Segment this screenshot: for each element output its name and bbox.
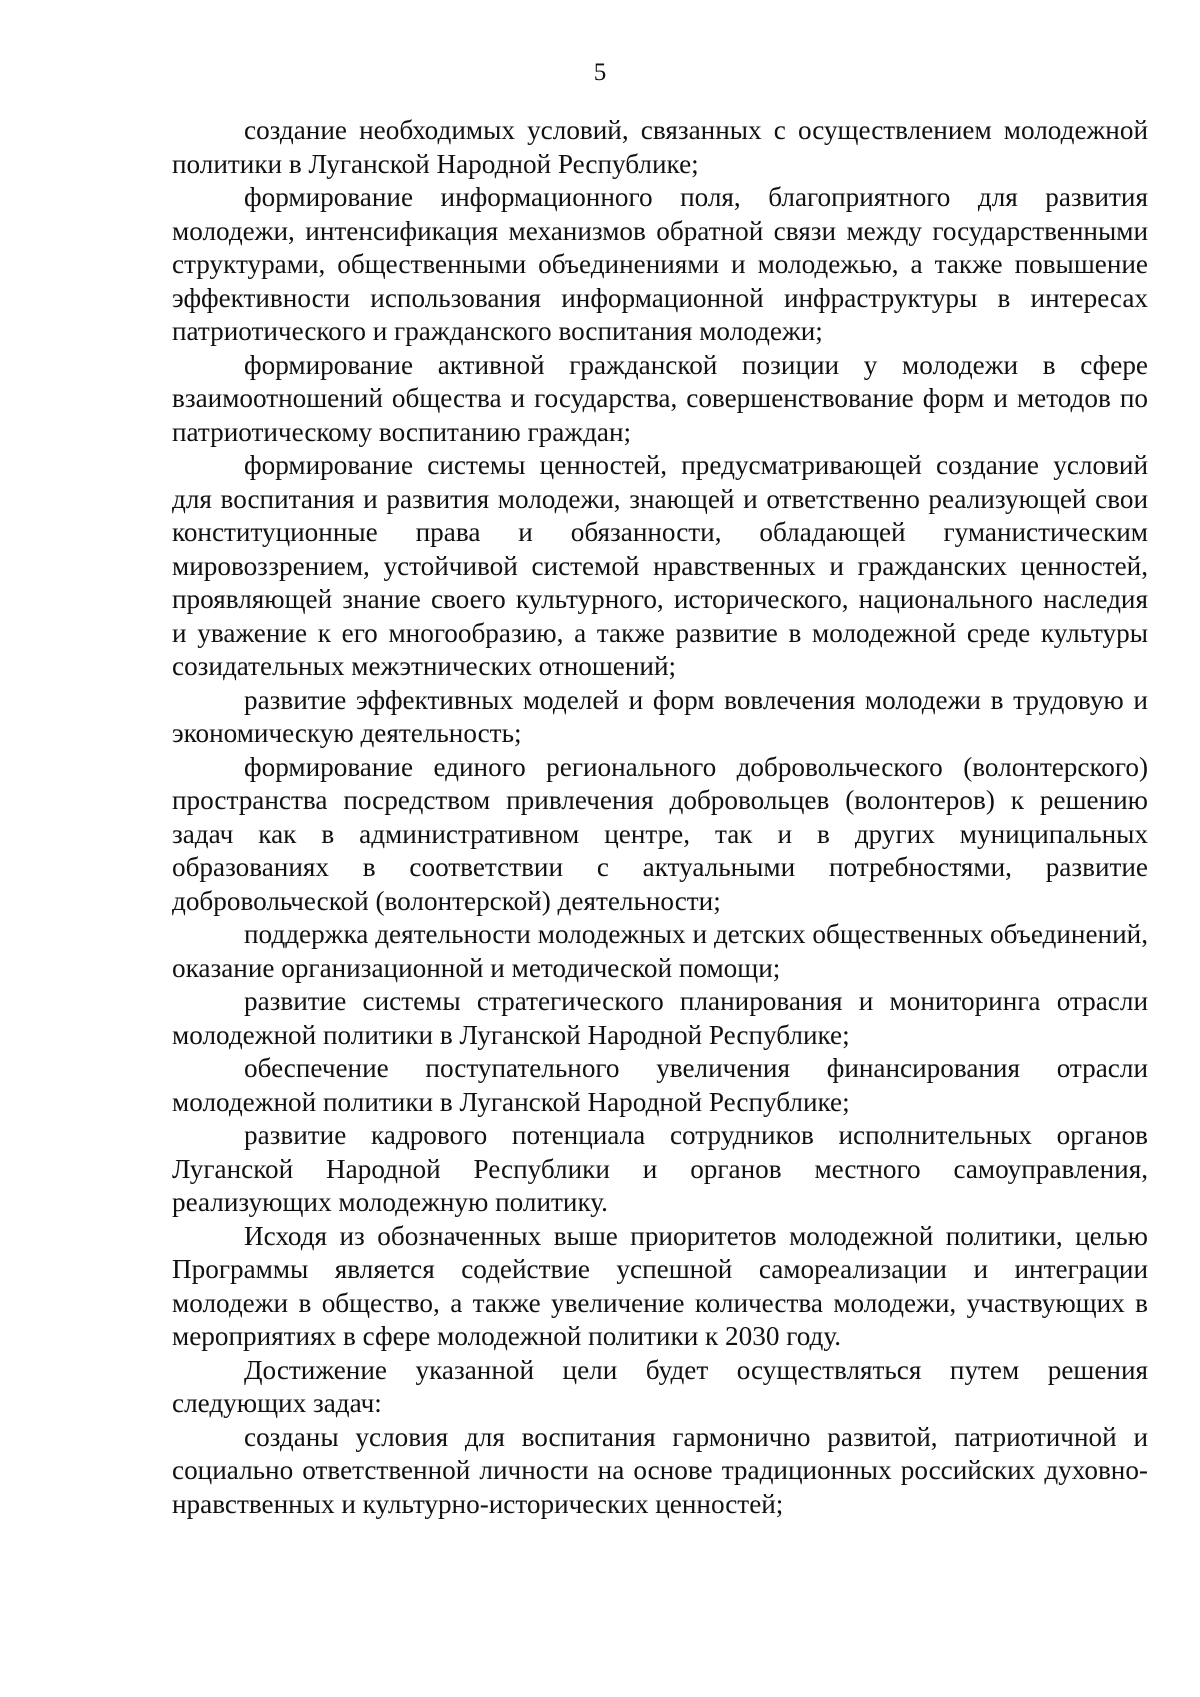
paragraph: развитие системы стратегического планирования и мониторинга отрасли молодежной политики в Луганской Народной Республике; [172, 986, 1148, 1050]
paragraph: созданы условия для воспитания гармонично развитой, патриотичной и социально ответственной личности на основе традиционных российских духовно-нравственных и культурно-исторических ценностей; [172, 1421, 1148, 1519]
paragraph: Достижение указанной цели будет осуществляться путем решения следующих задач: [172, 1354, 1148, 1418]
paragraph: поддержка деятельности молодежных и детских общественных объединений, оказание организационной и методической помощи; [172, 919, 1148, 983]
paragraph: развитие эффективных моделей и форм вовлечения молодежи в трудовую и экономическую деятельность; [172, 684, 1148, 748]
paragraph: формирование информационного поля, благоприятного для развития молодежи, интенсификация механизмов обратной связи между государственными структурами, общественными объединениями и молодежью, а также повышение эффективности использования информационной инфраструктуры в интересах патриотического и гражданского воспитания молодежи; [172, 182, 1148, 346]
paragraph: формирование единого регионального добровольческого (волонтерского) пространства посредством привлечения добровольцев (волонтеров) к решению задач как в административном центре, так и в других муниципальных образованиях в соответствии с актуальными потребностями, развитие добровольческой (волонтерской) деятельности; [172, 751, 1148, 916]
paragraph: обеспечение поступательного увеличения финансирования отрасли молодежной политики в Луганской Народной Республике; [172, 1053, 1148, 1117]
document-body [172, 114, 1148, 1521]
paragraph: формирование активной гражданской позиции у молодежи в сфере взаимоотношений общества и государства, совершенствование форм и методов по патриотическому воспитанию граждан; [172, 349, 1148, 447]
paragraph: Исходя из обозначенных выше приоритетов молодежной политики, целью Программы является содействие успешной самореализации и интеграции молодежи в общество, а также увеличение количества молодежи, участвующих в мероприятиях в сфере молодежной политики к 2030 году. [172, 1220, 1148, 1351]
paragraph: создание необходимых условий, связанных с осуществлением молодежной политики в Луганской Народной Республике; [172, 115, 1148, 179]
page-number: 5 [593, 59, 607, 86]
paragraph: формирование системы ценностей, предусматривающей создание условий для воспитания и развития молодежи, знающей и ответственно реализующей свои конституционные права и обязанности, обладающей гуманистическим мировоззрением, устойчивой системой нравственных и гражданских ценностей, проявляющей знание своего культурного, исторического, национального наследия и уважение к его многообразию, а также развитие в молодежной среде культуры созидательных межэтнических отношений; [172, 450, 1148, 681]
paragraph: развитие кадрового потенциала сотрудников исполнительных органов Луганской Народной Республики и органов местного самоуправления, реализующих молодежную политику. [172, 1120, 1148, 1217]
